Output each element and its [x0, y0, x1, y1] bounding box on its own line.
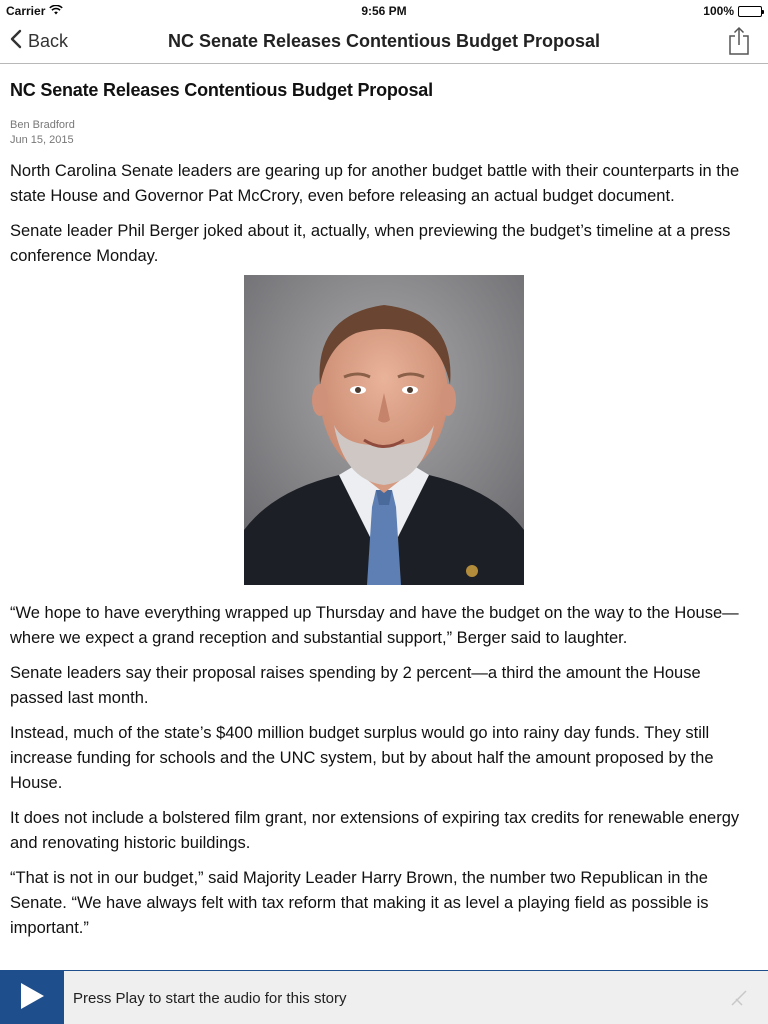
article-paragraph: “We hope to have everything wrapped up Thursday and have the budget on the way to the House—where we expect a grand reception and substantial support,” Berger said to laughter. [10, 604, 739, 647]
article-paragraph: North Carolina Senate leaders are gearing up for another budget battle with their counterparts in the state House and Governor Pat McCrory, even before releasing an actual budget document. [10, 162, 740, 205]
article-paragraph: Senate leaders say their proposal raises spending by 2 percent—a third the amount the House passed last month. [10, 664, 701, 707]
audio-player-bar [0, 970, 768, 1024]
publish-date: Jun 15, 2015 [10, 134, 74, 146]
carrier-label: Carrier [6, 4, 46, 18]
nav-title: NC Senate Releases Contentious Budget Proposal [167, 31, 601, 51]
status-bar [0, 0, 768, 20]
battery-percent: 100% [703, 4, 734, 18]
battery-icon [738, 6, 762, 17]
article-paragraph: Instead, much of the state’s $400 million budget surplus would go into rainy day funds. They still increase funding for schools and the UNC system, but by about half the amount proposed by the House. [10, 724, 714, 792]
play-button[interactable] [0, 971, 64, 1024]
author-name: Ben Bradford [10, 119, 75, 131]
status-time: 9:56 PM [361, 4, 407, 18]
navigation-bar [0, 20, 768, 64]
photo-wrapper [10, 275, 758, 585]
article-paragraph: Senate leader Phil Berger joked about it, actually, when previewing the budget’s timeline at a press conference Monday. [10, 222, 731, 265]
article-headline: NC Senate Releases Contentious Budget Proposal [10, 80, 433, 100]
share-icon [728, 43, 750, 60]
article-paragraph: It does not include a bolstered film grant, nor extensions of expiring tax credits for renewable energy and renovating historic buildings. [10, 809, 740, 852]
chevron-left-icon [10, 29, 22, 54]
close-icon [730, 994, 748, 1011]
back-button[interactable] [10, 29, 68, 54]
play-icon [19, 982, 45, 1015]
audio-prompt: Press Play to start the audio for this story [73, 990, 347, 1007]
status-right [703, 4, 762, 18]
byline [10, 118, 758, 148]
share-button[interactable] [728, 26, 750, 61]
audio-close-button[interactable] [730, 989, 748, 1012]
back-label: Back [28, 31, 69, 51]
article[interactable] [0, 65, 768, 970]
article-photo[interactable] [244, 275, 524, 585]
article-paragraph: “That is not in our budget,” said Majority Leader Harry Brown, the number two Republican in the Senate. “We have always felt with tax reform that making it as level a playing field as possible is important.” [10, 869, 709, 937]
